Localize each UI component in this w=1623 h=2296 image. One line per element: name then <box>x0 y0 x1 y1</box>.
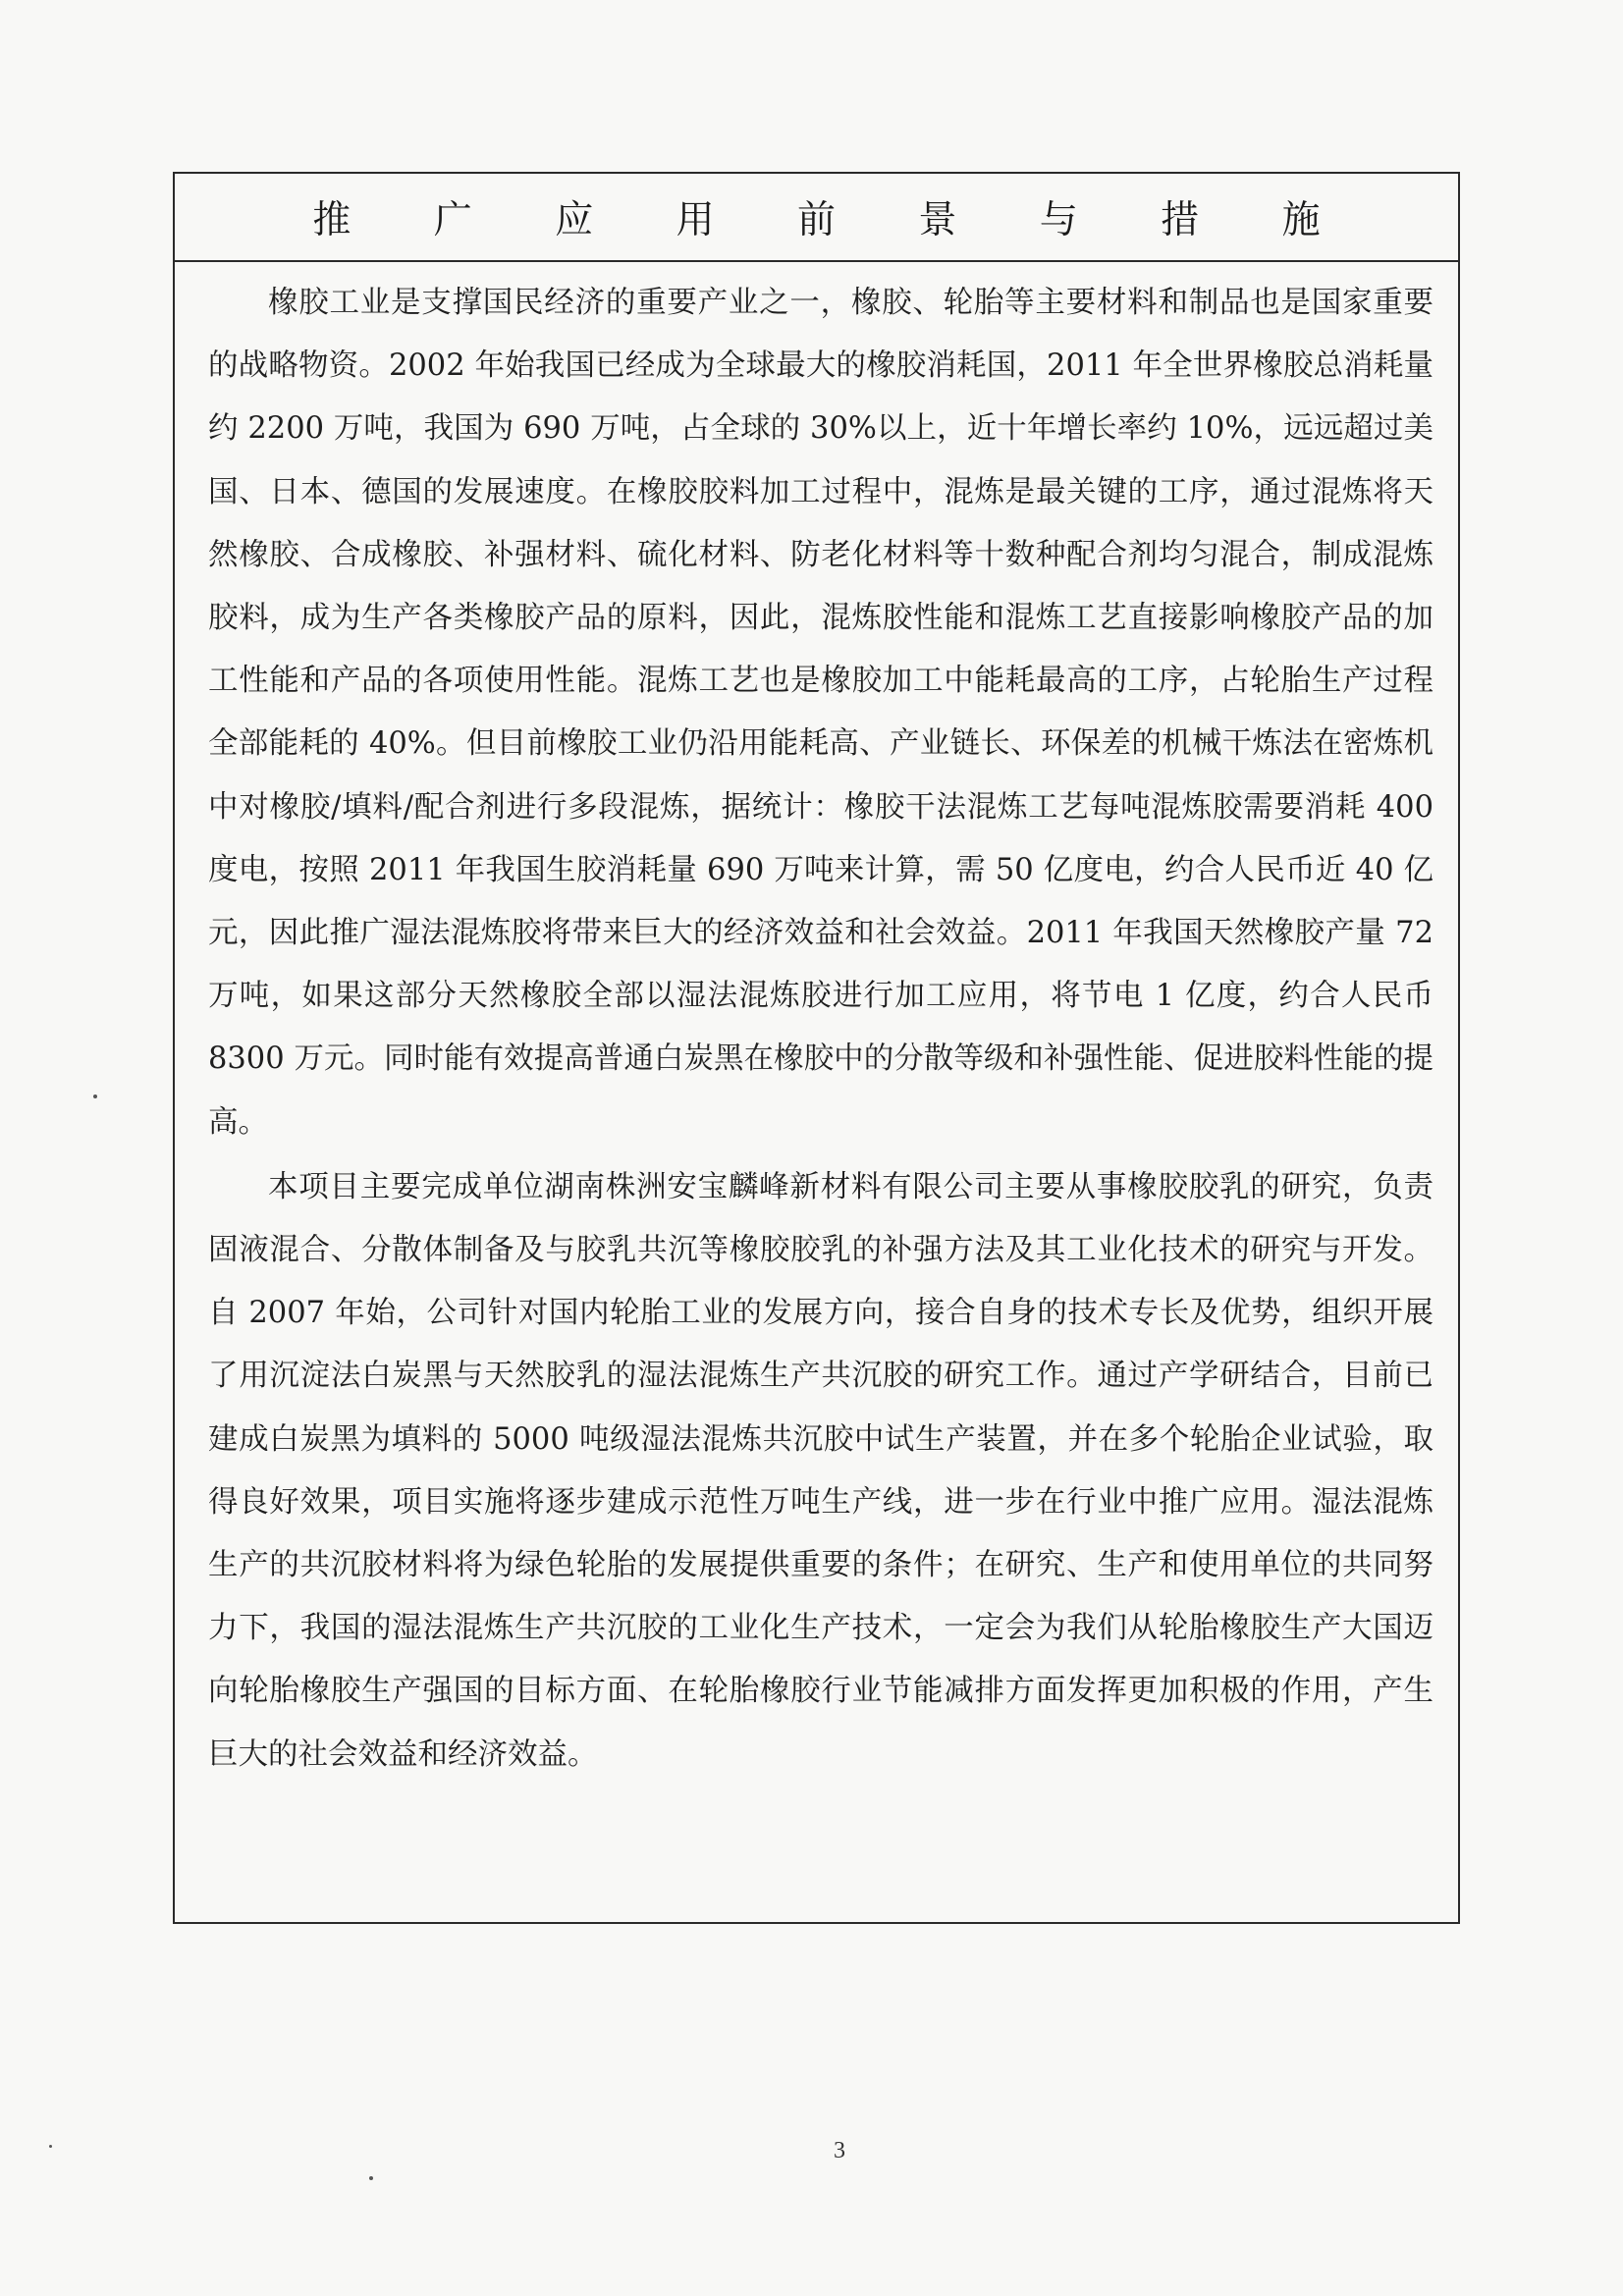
page-number: 3 <box>834 2138 845 2163</box>
paragraph-project-overview: 本项目主要完成单位湖南株洲安宝麟峰新材料有限公司主要从事橡胶胶乳的研究，负责固液混合、分散体制备及与胶乳共沉等橡胶胶乳的补强方法及其工业化技术的研究与开发。自 2007 年始，公司针对国内轮胎工业的发展方向，接合自身的技术专长及优势，组织开展了用沉淀法白炭黑与天然胶乳的湿法混炼生产共沉胶的研究工作。通过产学研结合，目前已建成白炭黑为填料的 5000 吨级湿法混炼共沉胶中试生产装置，并在多个轮胎企业试验，取得良好效果，项目实施将逐步建成示范性万吨生产线，进一步在行业中推广应用。湿法混炼生产的共沉胶材料将为绿色轮胎的发展提供重要的条件；在研究、生产和使用单位的共同努力下，我国的湿法混炼生产共沉胶的工业化生产技术，一定会为我们从轮胎橡胶生产大国迈向轮胎橡胶生产强国的目标方面、在轮胎橡胶行业节能减排方面发挥更加积极的作用，产生巨大的社会效益和经济效益。 <box>208 1169 1434 1772</box>
paragraph-market-background: 橡胶工业是支撑国民经济的重要产业之一，橡胶、轮胎等主要材料和制品也是国家重要的战略物资。2002 年始我国已经成为全球最大的橡胶消耗国，2011 年全世界橡胶总消耗量约 2200 万吨，我国为 690 万吨，占全球的 30%以上，近十年增长率约 10%，远远超过美国、日本、德国的发展速度。在橡胶胶料加工过程中，混炼是最关键的工序，通过混炼将天然橡胶、合成橡胶、补强材料、硫化材料、防老化材料等十数种配合剂均匀混合，制成混炼胶料，成为生产各类橡胶产品的原料，因此，混炼胶性能和混炼工艺直接影响橡胶产品的加工性能和产品的各项使用性能。混炼工艺也是橡胶加工中能耗最高的工序，占轮胎生产过程全部能耗的 40%。但目前橡胶工业仍沿用能耗高、产业链长、环保差的机械干炼法在密炼机中对橡胶/填料/配合剂进行多段混炼，据统计：橡胶干法混炼工艺每吨混炼胶需要消耗 400 度电，按照 2011 年我国生胶消耗量 690 万吨来计算，需 50 亿度电，约合人民币近 40 亿元，因此推广湿法混炼胶将带来巨大的经济效益和社会效益。2011 年我国天然橡胶产量 72 万吨，如果这部分天然橡胶全部以湿法混炼胶进行加工应用，将节电 1 亿度，约合人民币 8300 万元。同时能有效提高普通白炭黑在橡胶中的分散等级和补强性能、促进胶料性能的提高。 <box>208 286 1434 1140</box>
scan-speck <box>93 1095 97 1098</box>
section-title: 推 广 应 用 前 景 与 措 施 <box>312 198 1356 242</box>
body-text <box>208 272 1434 1787</box>
content-table-frame <box>173 172 1460 1924</box>
scan-speck <box>49 2145 52 2148</box>
scan-speck <box>369 2176 373 2180</box>
title-row <box>175 174 1458 262</box>
